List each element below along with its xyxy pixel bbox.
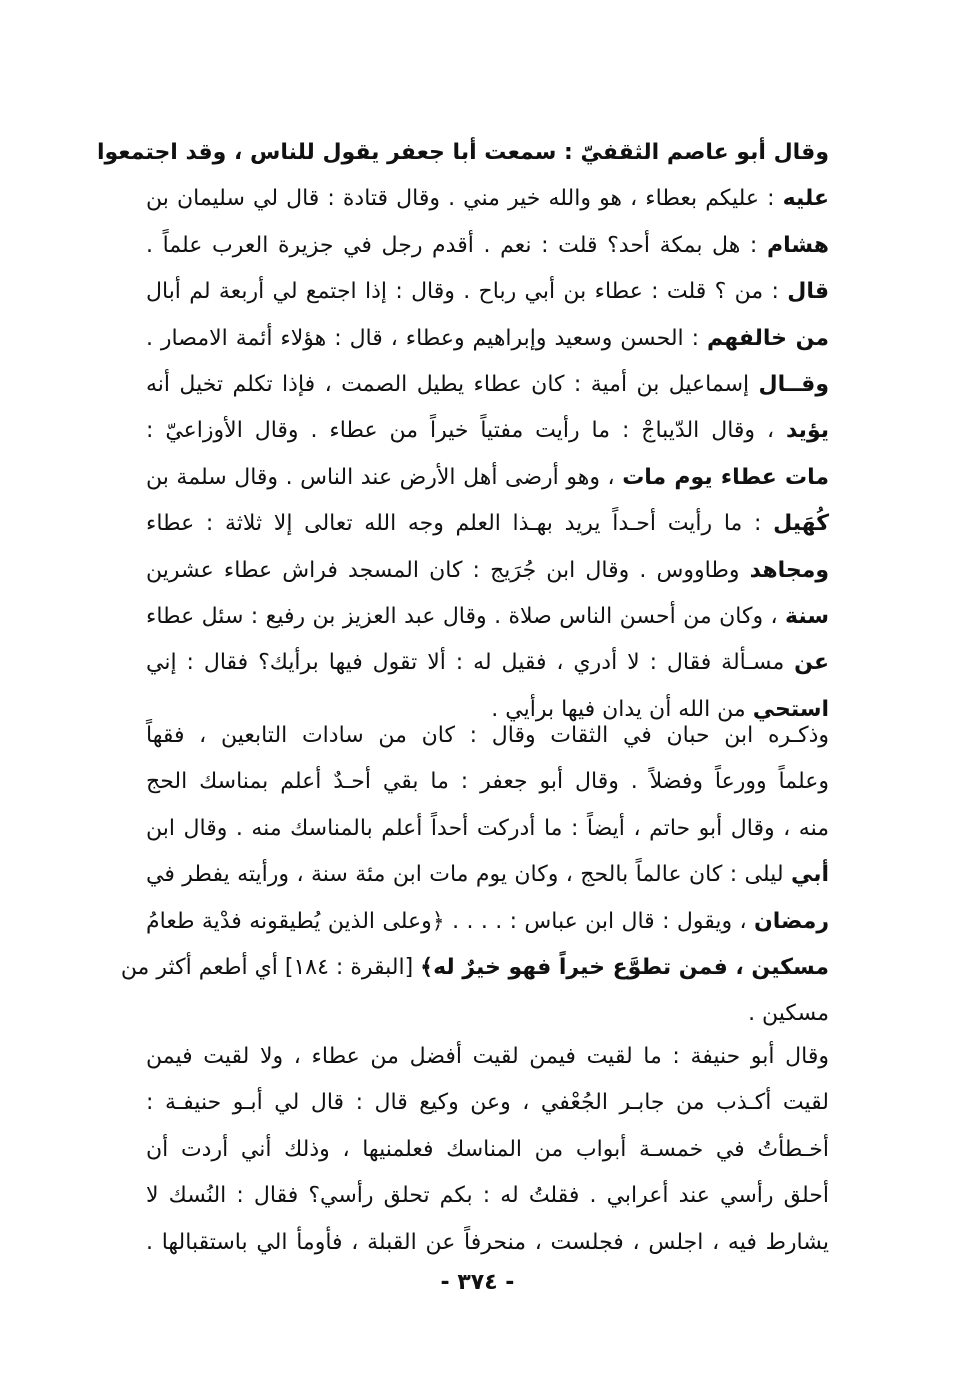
text-line: منه ، وقال أبو حاتم ، أيضاً : ما أدركت أحداً أعلم بالمناسك منه . وقال ابن xyxy=(146,815,829,841)
text-line: أبي ليلى : كان عالماً بالحج ، وكان يوم مات ابن مئة سنة ، ورأيته يفطر في xyxy=(146,862,829,888)
text-line: وقال أبو حنيفة : ما لقيت فيمن لقيت أفضل من عطاء ، ولا لقيت فيمن xyxy=(146,1044,829,1069)
text-line: لقيت أكـذب من جابـر الجُعْفي ، وعن وكيع قال : قال لي أبـو حنيفـة : xyxy=(146,1090,829,1116)
text-line: رمضان ، ويقول : قال ابن عباس : . . . . ﴿وعلى الذين يُطيقونه فدْية طعامُ xyxy=(146,908,829,934)
text-line: عن مسـألة فقال : لا أدري ، فقيل له : ألا تقول فيها برأيك؟ فقال : إني xyxy=(146,650,829,676)
text-line: وقــال إسماعيل بن أمية : كان عطاء يطيل الصمت ، فإذا تكلم تخيل أنه xyxy=(146,371,829,397)
text-line: عليه : عليكم بعطاء ، هو والله خير مني . وقال قتادة : قال لي سليمان بن xyxy=(146,186,829,212)
text-line: مسكين ، فمن تطوَّع خيراً فهو خيرٌ له﴾ [البقرة : ١٨٤] أي أطعم أكثر من xyxy=(120,954,829,980)
paragraph-2 xyxy=(120,713,829,1038)
text-line: وعلماً وورعاً وفضلاً . وقال أبو جعفر : ما بقي أحـدٌ أعلم بمناسك الحج xyxy=(146,769,829,795)
text-line: مات عطاء يوم مات ، وهو أرضى أهل الأرض عند الناس . وقال سلمة بن xyxy=(146,464,830,490)
text-line: يشارط فيه ، اجلس ، فجلست ، منحرفاً عن القبلة ، فأومأ الي باستقبالها . xyxy=(146,1229,829,1255)
text-line: كُهَيل : ما رأيت أحـداً يريد بهـذا العلم وجه الله تعالى إلا ثلاثة : عطاء xyxy=(146,511,829,537)
text-line: وذكـره ابن حبان في الثقات وقال : كان من سادات التابعين ، فقهاً xyxy=(146,723,829,748)
text-line: مسكين . xyxy=(748,1001,829,1027)
page-number: - ٣٧٤ - xyxy=(440,1270,515,1295)
paragraph-3 xyxy=(146,1034,829,1266)
text-line: سنة ، وكان من أحسن الناس صلاة . وقال عبد العزيز بن رفيع : سئل عطاء xyxy=(146,603,829,629)
text-line: يؤيد ، وقال الدّيباجْ : ما رأيت مفتياً خيراً من عطاء . وقال الأوزاعيّ : xyxy=(146,418,829,444)
text-line: من خالفهم : الحسن وسعيد وإبراهيم وعطاء ، قال : هؤلاء أئمة الامصار . xyxy=(146,325,829,351)
text-line: استحي من الله أن يدان فيها برأيي . xyxy=(491,696,829,722)
text-line: قال : من ؟ قلت : عطاء بن أبي رباح . وقال : إذا اجتمع لي أربعة لم أبال xyxy=(146,279,829,305)
paragraph-1 xyxy=(96,130,830,733)
text-line: أخـطأتُ في خمسـة أبواب من المناسك فعلمنيها ، وذلك أني أردت أن xyxy=(146,1136,829,1162)
text-line: أحلق رأسي عند أعرابي . فقلتُ له : بكم تحلق رأسي؟ فقال : النُسك لا xyxy=(146,1183,829,1209)
text-line: ومجاهد وطاووس . وقال ابن جُرَيج : كان المسجد فراش عطاء عشرين xyxy=(146,557,829,583)
text-line: هشام : هل بمكة أحد؟ قلت : نعم . أقدم رجل في جزيرة العرب علماً . xyxy=(146,232,829,258)
text-line: وقال أبو عاصم الثقفيّ : سمعت أبا جعفر يقول للناس ، وقد اجتمعوا xyxy=(96,140,829,165)
